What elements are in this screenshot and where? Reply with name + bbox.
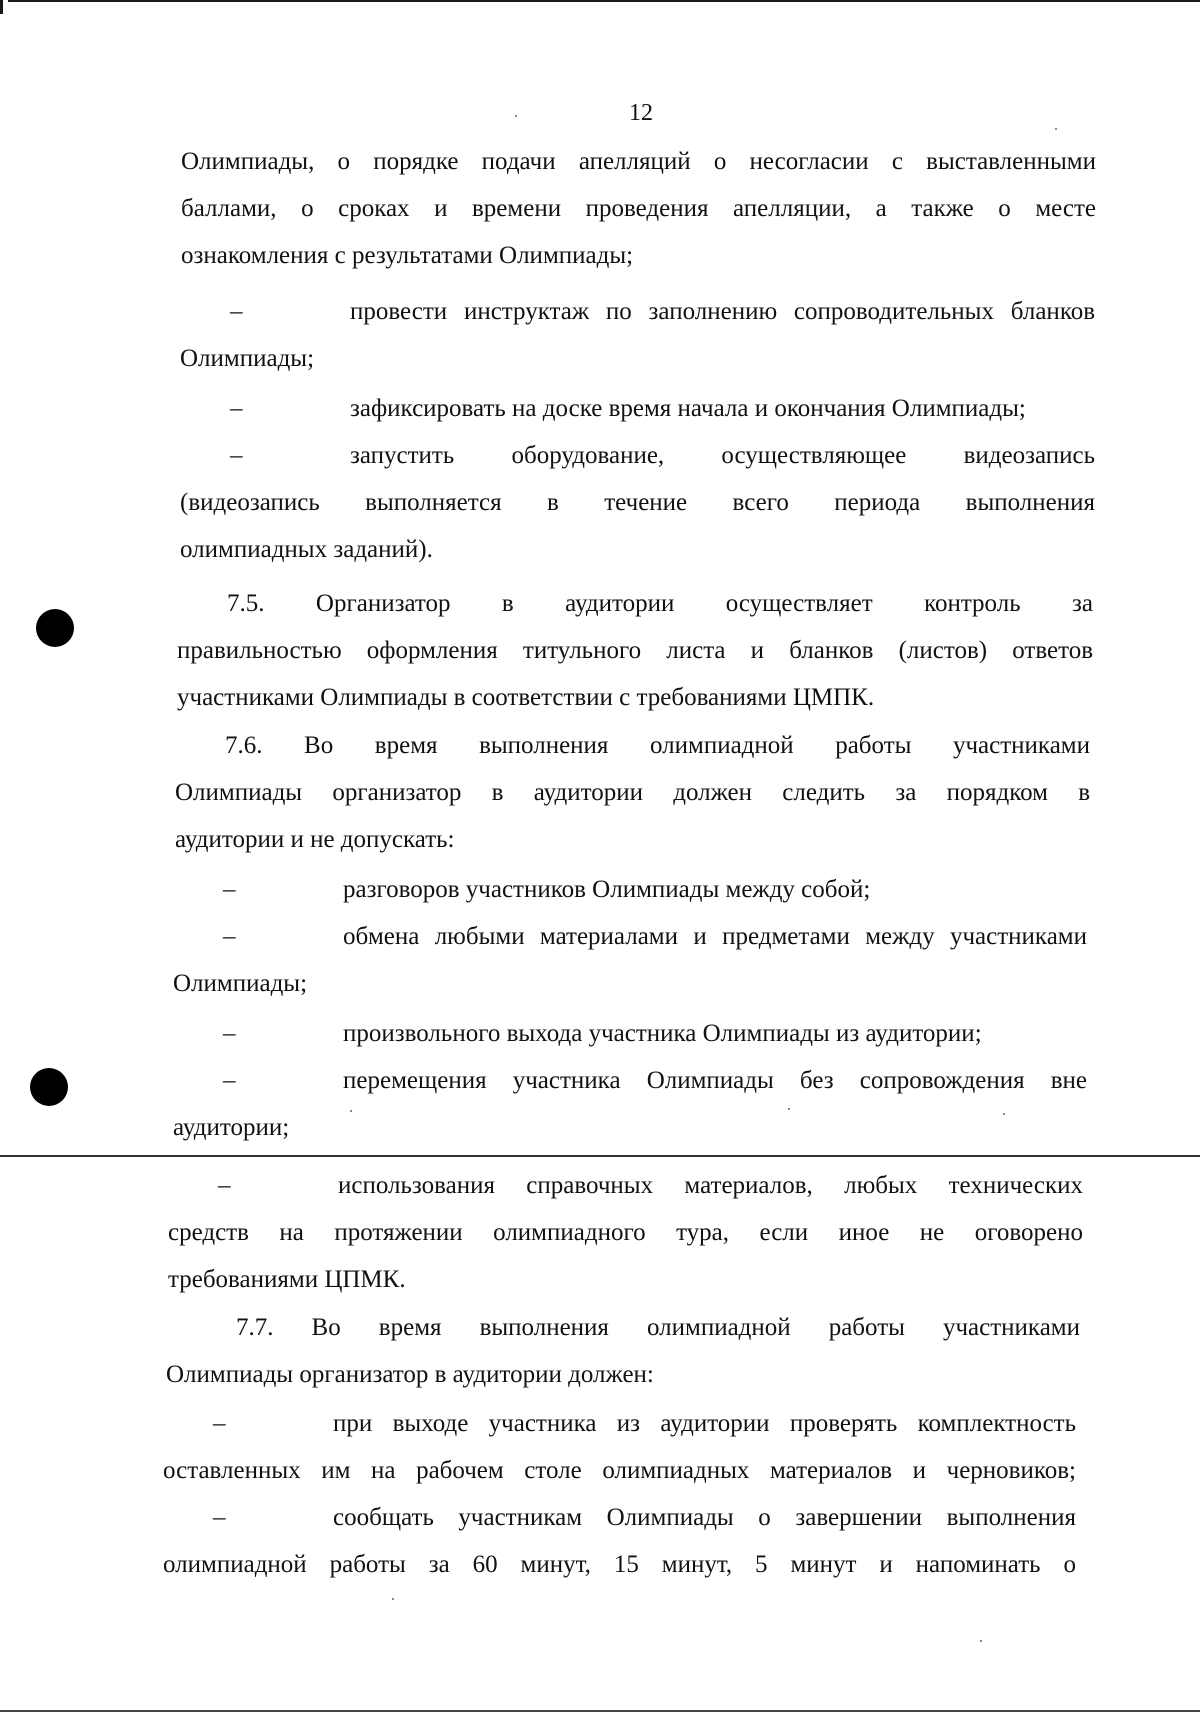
punch-hole-mark [30,1068,68,1106]
text-section-8 [163,1400,1076,1588]
text-line: аудитории; [173,1114,290,1141]
text-line: олимпиадной работы за 60 минут, 15 минут, 5 минут и напоминать о [163,1551,1076,1578]
text-line: Олимпиады; [180,345,315,372]
text-line: Олимпиады организатор в аудитории должен: [166,1361,654,1388]
text-line: Олимпиады, о порядке подачи апелляций о несогласии с выставленными [181,148,1096,175]
text-line: ознакомления с результатами Олимпиады; [181,242,634,269]
list-dash: – [223,1067,236,1094]
text-line: правильностью оформления титульного листа и бланков (листов) ответов [177,637,1093,664]
list-item-line: – обмена любыми материалами и предметами между участниками [173,913,1087,960]
list-item-line: – разговоров участников Олимпиады между собой; [173,866,1087,913]
list-item-line: – при выходе участника из аудитории проверять комплектность [163,1400,1076,1447]
list-dash: – [223,1020,236,1047]
list-dash: – [213,1410,226,1437]
page-number: 12 [629,100,653,126]
list-item-line: – перемещения участника Олимпиады без сопровождения вне [173,1057,1087,1104]
paragraph-line: 7.6. Во время выполнения олимпиадной работы участниками [225,732,1090,759]
scan-speck [1055,128,1057,130]
text-line: (видеозапись выполняется в течение всего периода выполнения [180,489,1095,516]
list-item-line: – провести инструктаж по заполнению сопроводительных бланков [180,288,1095,335]
list-dash: – [230,395,243,422]
scan-edge-left [0,0,3,14]
list-dash: – [223,923,236,950]
text-section-1 [181,138,1096,279]
text-section-5 [173,866,1087,1151]
list-item-line: – использования справочных материалов, любых технических [168,1162,1083,1209]
text-line: требованиями ЦПМК. [168,1266,406,1293]
text-line: участниками Олимпиады в соответствии с требованиями ЦМПК. [177,684,875,711]
text-line: Олимпиады; [173,970,308,997]
paragraph-line: 7.7. Во время выполнения олимпиадной работы участниками [236,1314,1080,1341]
list-dash: – [223,876,236,903]
text-section-7 [166,1304,1080,1398]
text-line: Олимпиады организатор в аудитории должен следить за порядком в [175,779,1090,806]
list-dash: – [218,1172,231,1199]
text-line: аудитории и не допускать: [175,826,455,853]
list-item-line: – произвольного выхода участника Олимпиады из аудитории; [173,1010,1087,1057]
text-line: оставленных им на рабочем столе олимпиадных материалов и черновиков; [163,1457,1076,1484]
list-dash: – [230,442,243,469]
text-line: средств на протяжении олимпиадного тура, если иное не оговорено [168,1219,1083,1246]
paragraph-line: 7.5. Организатор в аудитории осуществляет контроль за [227,590,1093,617]
list-dash: – [230,298,243,325]
text-line: баллами, о сроках и времени проведения апелляции, а также о месте [181,195,1096,222]
text-section-6 [168,1162,1083,1303]
text-line: олимпиадных заданий). [180,536,433,563]
list-item-line: – сообщать участникам Олимпиады о завершении выполнения [163,1494,1076,1541]
text-section-3 [177,580,1093,721]
scan-speck [515,115,517,117]
text-section-2 [180,288,1095,573]
scan-fold-line [0,1155,1200,1157]
list-dash: – [213,1504,226,1531]
scan-speck [392,1598,394,1600]
list-item-line: – зафиксировать на доске время начала и окончания Олимпиады; [180,385,1095,432]
punch-hole-mark [36,609,74,647]
scan-edge-top [8,0,1200,2]
scan-speck [980,1640,982,1642]
text-section-4 [175,722,1090,863]
scan-edge-bottom [0,1710,1200,1712]
list-item-line: – запустить оборудование, осуществляющее видеозапись [180,432,1095,479]
